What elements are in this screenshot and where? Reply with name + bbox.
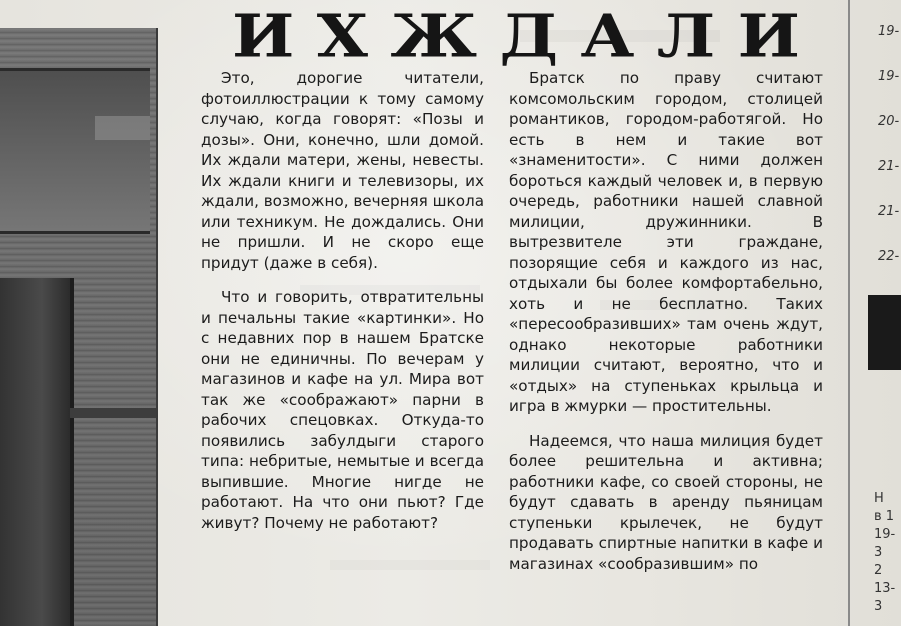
headline-letter: И [737,0,802,72]
photo-step [70,408,156,418]
paragraph: Что и говорить, отвратительны и печальны такие «картинки». Но с недавних пор в нашем Братске они не единичны. По вечерам у магазинов и кафе на ул. Мира вот так же «соображают» парни в рабочих спецовках. Откуда-то появились забулдыги старого типа: небритые, немытые и всегда выпившие. Многие нигде не работают. На что они пьют? Где живут? Почему не работают? [201,288,484,532]
date-item: 20- [878,114,900,129]
bottom-fragment [874,490,901,616]
headline-letter: Х [316,0,371,72]
date-item: 19- [878,24,900,39]
headline-letter: Л [656,0,718,72]
paragraph: Это, дорогие читатели, фотоиллюстрации к тому самому случаю, когда говорят: «Позы и дозы». Они, конечно, шли домой. Их ждали матери, жены, невесты. Их ждали книги и телевизоры, их ждали, возможно, вечерняя школа или техникум. Не дождались. Они не пришли. И не скоро еще придут (даже в себя). [201,69,485,272]
photo-doorway [0,278,74,626]
fragment-line: 2 [874,563,883,578]
headline-letter: Ж [390,0,480,72]
headline-letter: И [232,0,297,72]
date-item: 22- [878,249,900,264]
bleed-through [330,560,490,570]
fragment-line: в 1 [874,509,895,524]
paragraph: Братск по праву считают комсомольским городом, столицей романтиков, городом-работягой. Но есть в нем и такие вот «знаменитости». С ними должен бороться каждый человек и, в первую очередь, работники нашей славной милиции, дружинники. В вытрезвителе эти граждане, позорящие себя и каждого из нас, отдыхали бы более комфортабельно, хоть и не бесплатно. Таких «пересообразивших» там очень ждут, однако некоторые работники милиции считают, вероятно, что и «отдых» на ступеньках крыльца и игра в жмурки — простительны. [509,69,823,415]
fragment-line: Н [874,491,884,506]
paragraph: Надеемся, что наша милиция будет более решительна и активна; работники кафе, со своей стороны, не будут сдавать в аренду пьяницам ступеньки крылечек, не будут продавать спиртные напитки в кафе и магазинах «сообразившим» по [509,431,823,573]
date-item: 19- [878,69,900,84]
top-fragment [0,0,170,26]
dates-list [878,22,899,292]
date-item: 21- [878,159,900,174]
article-photo [0,28,158,626]
headline-letter: Д [499,0,561,72]
adjacent-column-fragment [852,0,901,626]
date-item: 21- [878,204,900,219]
article-headline [232,0,802,72]
article-column-right [509,68,823,574]
column-rule [848,0,850,626]
fragment-line: 19-3 [874,527,896,560]
photo-sign [95,116,150,140]
fragment-line: 13-3 [874,581,896,614]
headline-letter: А [580,0,637,72]
large-letter-block [868,295,901,370]
article-column-left [201,68,484,533]
photo-wall [0,68,150,234]
